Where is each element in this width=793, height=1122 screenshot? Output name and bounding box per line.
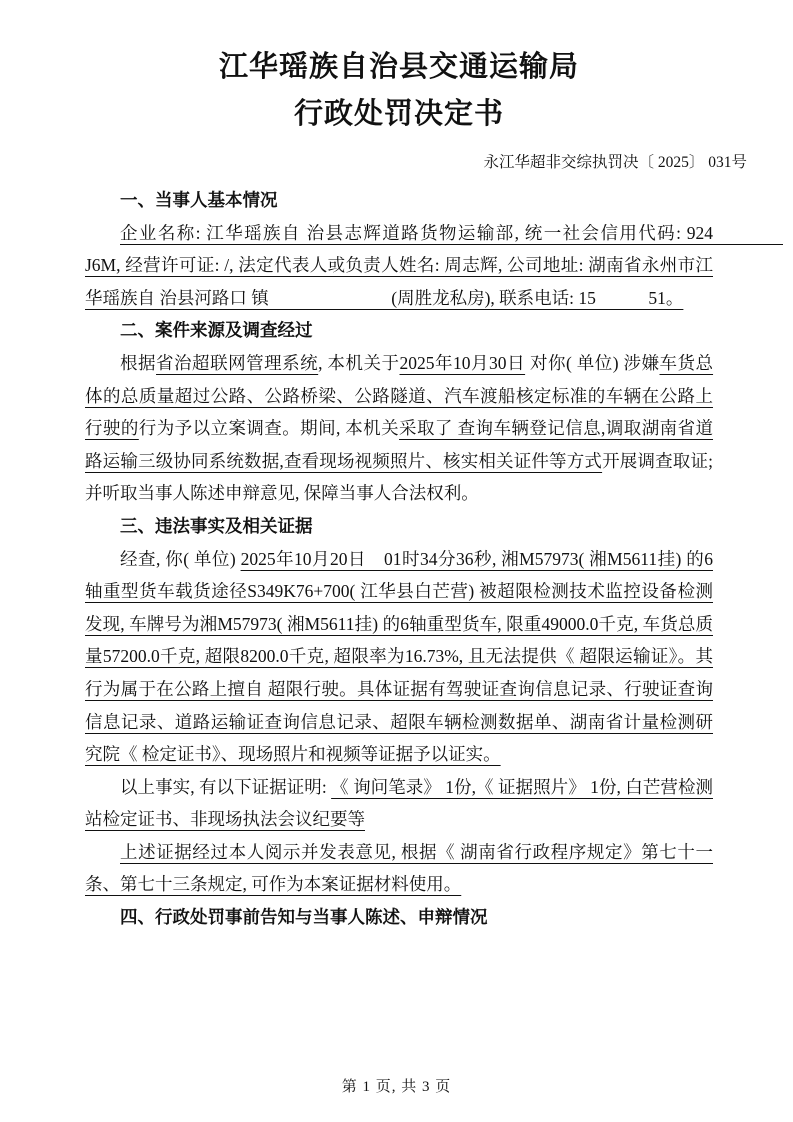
section-4-heading: 四、行政处罚事前告知与当事人陈述、申辩情况 bbox=[120, 907, 488, 928]
case-source-text: 对你( 单位) 涉嫌 bbox=[525, 352, 660, 373]
section-1-heading: 一、当事人基本情况 bbox=[120, 190, 278, 210]
party-info-text: 企业名称: 江华瑶族自 治县志辉道路货物运输部, 统一社会信用代码: 924 J6M, 经营许可证: /, 法定代表人或负责人姓名: 周志辉, 公司地址: 湖南省永州市江华瑶族自 治县河路口 镇 (周胜龙私房), 联系电话: 15 51。 bbox=[85, 222, 783, 308]
page-footer: 第 1 页, 共 3 页 bbox=[341, 1079, 452, 1095]
case-source-text: 根据 bbox=[120, 352, 157, 373]
evidence-items-text: 《 询问笔录》 1份,《 证据照片》 1份, 白芒营检测站检定证书、非现场执法会议纪要等 bbox=[85, 776, 713, 830]
party-info-paragraph bbox=[85, 217, 783, 315]
evidence-review-paragraph bbox=[85, 836, 713, 901]
evidence-intro-text: 以上事实, 有以下证据证明: bbox=[120, 776, 332, 797]
facts-intro-text: 经查, 你( 单位) bbox=[120, 548, 241, 569]
evidence-review-text: 上述证据经过本人阅示并发表意见, 根据《 湖南省行政程序规定》第七十一条、第七十三条规定, 可作为本案证据材料使用。 bbox=[85, 841, 713, 895]
evidence-list-paragraph bbox=[85, 771, 713, 836]
alleged-violation-text: 车货总体的总质量超过公路、公路桥梁、公路隧道、汽车渡船核定标准的车辆在公路上行驶的 bbox=[85, 352, 714, 439]
doc-type-title: 行政处罚决定书 bbox=[293, 98, 504, 130]
case-source-paragraph bbox=[85, 347, 713, 510]
section-2-heading: 二、案件来源及调查经过 bbox=[120, 320, 313, 341]
case-source-system: 省治超联网管理系统 bbox=[156, 352, 319, 373]
facts-detail-text: 2025年10月20日 01时34分36秒, 湘M57973( 湘M5611挂) 的6轴重型货车载货途径S349K76+700( 江华县白芒营) 被超限检测技术监控设备检测发现, 车牌号为湘M57973( 湘M5611挂) 的6轴重型货车, 限重49000.0千克, 车货总质量57200.0千克, 超限8200.0千克, 超限率为16.73%, 且无法提供《 超限运输证》。其行为属于在公路上擅自 超限行驶。具体证据有驾驶证查询信息记录、行驶证查询信息记录、道路运输证查询信息记录、超限车辆检测数据单、湖南省计量检测研究院《 检定证书》、现场照片和视频等证据予以证实。 bbox=[85, 548, 713, 765]
investigation-methods-text: 采取了 查询车辆登记信息,调取湖南省道路运输三级协同系统数据,查看现场视频照片、核实相关证件等方式 bbox=[85, 418, 714, 471]
section-3-heading: 三、违法事实及相关证据 bbox=[120, 515, 313, 536]
org-title: 江华瑶族自治县交通运输局 bbox=[218, 51, 579, 83]
doc-number: 永江华超非交综执罚决〔 2025〕 031号 bbox=[483, 154, 747, 171]
case-source-text: 开展调查取证; 并听取当事人陈述申辩意见, 保障当事人合法权利。 bbox=[85, 450, 713, 504]
case-source-text: , 本机关于 bbox=[318, 352, 400, 373]
case-filing-date: 2025年10月30日 bbox=[399, 352, 526, 373]
facts-paragraph bbox=[85, 543, 713, 771]
case-source-text: 行为予以立案调查。期间, 本机关 bbox=[138, 418, 400, 439]
